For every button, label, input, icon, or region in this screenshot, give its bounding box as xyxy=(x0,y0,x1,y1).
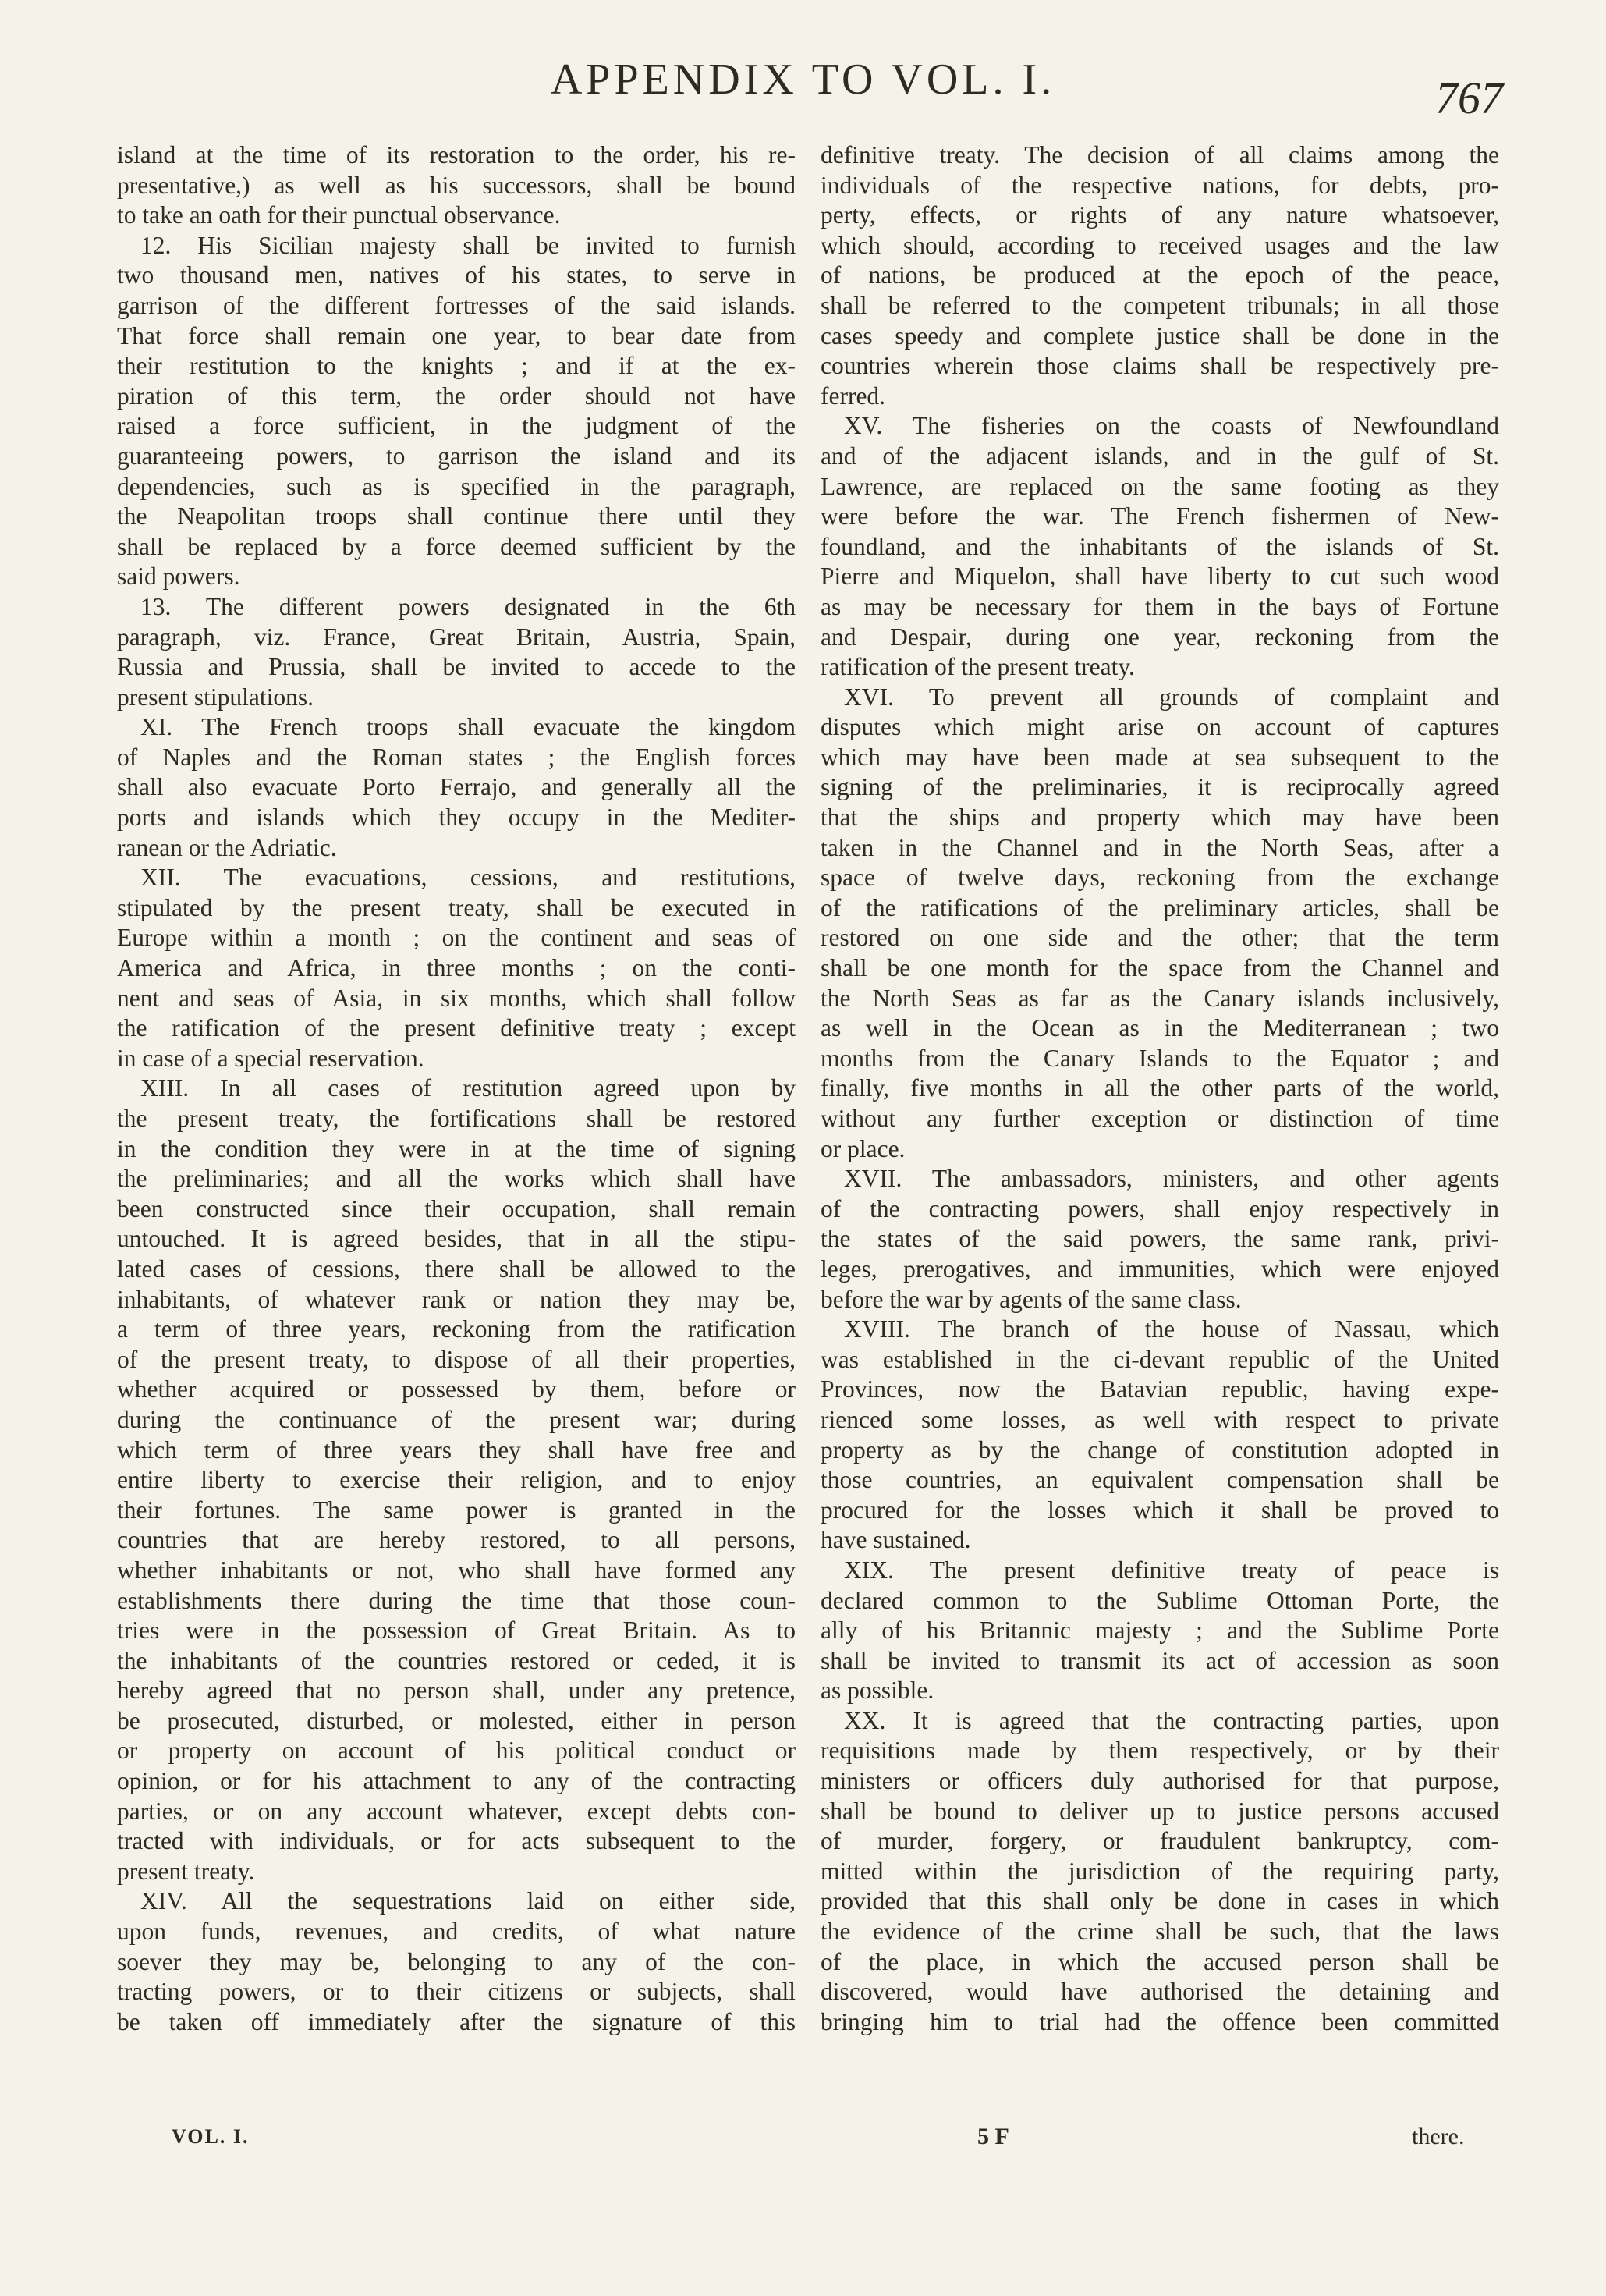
text-line: a term of three years, reckoning from the ratification xyxy=(117,1315,796,1343)
text-line: present stipulations. xyxy=(117,683,314,711)
text-line: rienced some losses, as well with respect to private xyxy=(821,1405,1499,1433)
text-line: individuals of the respective nations, for debts, pro- xyxy=(821,171,1499,199)
page-number: 767 xyxy=(1435,73,1503,123)
text-line: said powers. xyxy=(117,562,240,591)
text-line: Pierre and Miquelon, shall have liberty to cut such wood xyxy=(821,562,1499,591)
text-line: XI. The French troops shall evacuate the kingdom xyxy=(140,713,796,741)
text-line: whether acquired or possessed by them, before or xyxy=(117,1375,796,1404)
text-line: island at the time of its restoration to the order, his re- xyxy=(117,141,796,169)
text-line: XV. The fisheries on the coasts of Newfoundland xyxy=(844,412,1499,440)
text-line: shall also evacuate Porto Ferrajo, and generally all the xyxy=(117,773,796,801)
text-line: two thousand men, natives of his states, to serve in xyxy=(117,261,796,289)
text-line: shall be invited to transmit its act of accession as soon xyxy=(821,1646,1499,1674)
text-line: as well in the Ocean as in the Mediterranean ; two xyxy=(821,1014,1499,1042)
text-line: lated cases of cessions, there shall be allowed to the xyxy=(117,1254,796,1283)
text-line: leges, prerogatives, and immunities, which were enjoyed xyxy=(821,1254,1499,1283)
text-line: be taken off immediately after the signature of this xyxy=(117,2007,796,2035)
text-line: XIV. All the sequestrations laid on either side, xyxy=(140,1887,796,1915)
text-line: or place. xyxy=(821,1134,906,1162)
text-line: XVI. To prevent all grounds of complaint and xyxy=(844,683,1499,711)
text-line: guaranteeing powers, to garrison the island and its xyxy=(117,442,796,470)
text-line: have sustained. xyxy=(821,1526,971,1554)
text-line: hereby agreed that no person shall, under any pretence, xyxy=(117,1677,796,1705)
text-line: as possible. xyxy=(821,1677,934,1705)
text-line: and of the adjacent islands, and in the gulf of St. xyxy=(821,442,1499,470)
text-line: the evidence of the crime shall be such, that the laws xyxy=(821,1918,1499,1946)
text-line: XVIII. The branch of the house of Nassau, which xyxy=(844,1315,1499,1343)
text-line: been constructed since their occupation, shall remain xyxy=(117,1194,796,1223)
text-line: their fortunes. The same power is granted in the xyxy=(117,1496,796,1524)
text-line: the inhabitants of the countries restored or ceded, it is xyxy=(117,1646,796,1674)
text-line: Europe within a month ; on the continent and seas of xyxy=(117,924,796,952)
text-line: of the contracting powers, shall enjoy respectively in xyxy=(821,1194,1499,1223)
text-line: nent and seas of Asia, in six months, which shall follow xyxy=(117,984,796,1012)
text-line: perty, effects, or rights of any nature whatsoever, xyxy=(821,201,1499,229)
text-line: in the condition they were in at the time of signing xyxy=(117,1134,796,1162)
right-column xyxy=(821,140,1499,2037)
text-line: XVII. The ambassadors, ministers, and other agents xyxy=(844,1165,1499,1193)
text-line: foundland, and the inhabitants of the islands of St. xyxy=(821,532,1499,560)
text-line: upon funds, revenues, and credits, of what nature xyxy=(117,1918,796,1946)
text-line: space of twelve days, reckoning from the exchange xyxy=(821,864,1499,892)
text-line: tries were in the possession of Great Britain. As to xyxy=(117,1616,796,1645)
text-line: That force shall remain one year, to bear date from xyxy=(117,321,796,350)
text-line: Provinces, now the Batavian republic, having expe- xyxy=(821,1375,1499,1404)
text-line: property as by the change of constitution adopted in xyxy=(821,1435,1499,1464)
text-line: bringing him to trial had the offence been committed xyxy=(821,2007,1499,2035)
text-line: was established in the ci-devant republic of the United xyxy=(821,1345,1499,1373)
text-line: dependencies, such as is specified in the paragraph, xyxy=(117,472,796,500)
footer-catchword: there. xyxy=(1412,2124,1465,2149)
text-line: presentative,) as well as his successors, shall be bound xyxy=(117,171,796,199)
text-line: ranean or the Adriatic. xyxy=(117,833,337,861)
text-line: mitted within the jurisdiction of the requiring party, xyxy=(821,1857,1499,1885)
text-line: taken in the Channel and in the North Seas, after a xyxy=(821,833,1499,861)
text-line: XIX. The present definitive treaty of peace is xyxy=(844,1556,1499,1584)
text-line: of the present treaty, to dispose of all their properties, xyxy=(117,1345,796,1373)
text-line: paragraph, viz. France, Great Britain, Austria, Spain, xyxy=(117,623,796,651)
text-line: cases speedy and complete justice shall be done in the xyxy=(821,321,1499,350)
text-line: opinion, or for his attachment to any of the contracting xyxy=(117,1767,796,1795)
text-line: ally of his Britannic majesty ; and the Sublime Porte xyxy=(821,1616,1499,1645)
text-line: or property on account of his political conduct or xyxy=(117,1737,796,1765)
text-line: and Despair, during one year, reckoning from the xyxy=(821,623,1499,651)
text-line: tracted with individuals, or for acts subsequent to the xyxy=(117,1827,796,1855)
text-line: months from the Canary Islands to the Equator ; and xyxy=(821,1044,1499,1072)
text-line: without any further exception or distinction of time xyxy=(821,1105,1499,1132)
text-line: raised a force sufficient, in the judgment of the xyxy=(117,412,796,440)
text-line: of Naples and the Roman states ; the English forces xyxy=(117,743,796,771)
text-line: shall be bound to deliver up to justice persons accused xyxy=(821,1797,1499,1825)
footer-volume: VOL. I. xyxy=(172,2125,250,2148)
text-line: which should, according to received usages and the law xyxy=(821,231,1499,259)
text-line: piration of this term, the order should not have xyxy=(117,381,796,410)
text-line: 13. The different powers designated in the 6th xyxy=(140,592,796,620)
text-line: to take an oath for their punctual observance. xyxy=(117,201,561,229)
text-line: of the place, in which the accused person shall be xyxy=(821,1947,1499,1975)
text-line: countries that are hereby restored, to all persons, xyxy=(117,1526,796,1554)
text-line: declared common to the Sublime Ottoman Porte, the xyxy=(821,1586,1499,1614)
text-line: XIII. In all cases of restitution agreed upon by xyxy=(140,1074,796,1102)
text-line: were before the war. The French fishermen of New- xyxy=(821,502,1499,531)
text-line: ports and islands which they occupy in the Mediter- xyxy=(117,804,796,832)
text-line: establishments there during the time that those coun- xyxy=(117,1586,796,1614)
text-line: that the ships and property which may have been xyxy=(821,804,1499,832)
text-line: during the continuance of the present war; during xyxy=(117,1405,796,1433)
text-line: definitive treaty. The decision of all claims among the xyxy=(821,141,1499,169)
text-line: provided that this shall only be done in cases in which xyxy=(821,1887,1499,1915)
text-line: XX. It is agreed that the contracting parties, upon xyxy=(844,1706,1499,1734)
running-head: APPENDIX TO VOL. I. xyxy=(550,55,1056,104)
text-line: signing of the preliminaries, it is reciprocally agreed xyxy=(821,773,1499,801)
text-line: XII. The evacuations, cessions, and restitutions, xyxy=(140,864,796,892)
text-line: stipulated by the present treaty, shall be executed in xyxy=(117,893,796,921)
text-line: restored on one side and the other; that the term xyxy=(821,924,1499,952)
text-line: Russia and Prussia, shall be invited to accede to the xyxy=(117,653,796,681)
text-line: their restitution to the knights ; and if at the ex- xyxy=(117,352,796,380)
text-line: shall be one month for the space from the Channel and xyxy=(821,954,1499,982)
footer-signature: 5 F xyxy=(977,2124,1009,2149)
text-line: ferred. xyxy=(821,381,886,410)
text-line: of murder, forgery, or fraudulent bankruptcy, com- xyxy=(821,1827,1499,1855)
text-line: entire liberty to exercise their religion, and to enjoy xyxy=(117,1466,796,1494)
text-line: tracting powers, or to their citizens or subjects, shall xyxy=(117,1978,796,2006)
text-line: those countries, an equivalent compensation shall be xyxy=(821,1466,1499,1494)
text-line: inhabitants, of whatever rank or nation they may be, xyxy=(117,1285,796,1313)
text-line: which may have been made at sea subsequent to the xyxy=(821,743,1499,771)
left-column xyxy=(117,140,796,2037)
text-line: the Neapolitan troops shall continue there until they xyxy=(117,502,796,531)
text-line: discovered, would have authorised the detaining and xyxy=(821,1978,1499,2006)
text-line: ratification of the present treaty. xyxy=(821,653,1135,681)
text-line: before the war by agents of the same class. xyxy=(821,1285,1242,1313)
text-line: the preliminaries; and all the works which shall have xyxy=(117,1165,796,1193)
text-line: present treaty. xyxy=(117,1857,255,1885)
text-line: disputes which might arise on account of captures xyxy=(821,713,1499,741)
text-line: in case of a special reservation. xyxy=(117,1044,424,1072)
text-line: parties, or on any account whatever, except debts con- xyxy=(117,1797,796,1825)
text-line: soever they may be, belonging to any of the con- xyxy=(117,1947,796,1975)
text-line: the North Seas as far as the Canary islands inclusively, xyxy=(821,984,1499,1012)
text-line: whether inhabitants or not, who shall have formed any xyxy=(117,1556,796,1584)
text-line: countries wherein those claims shall be respectively pre- xyxy=(821,352,1499,380)
text-line: 12. His Sicilian majesty shall be invited to furnish xyxy=(140,231,796,259)
text-line: shall be replaced by a force deemed sufficient by the xyxy=(117,532,796,560)
text-line: garrison of the different fortresses of the said islands. xyxy=(117,291,796,319)
text-line: finally, five months in all the other parts of the world, xyxy=(821,1074,1499,1102)
text-line: the states of the said powers, the same rank, privi- xyxy=(821,1225,1499,1253)
text-line: of the ratifications of the preliminary articles, shall be xyxy=(821,893,1499,921)
text-line: be prosecuted, disturbed, or molested, either in person xyxy=(117,1706,796,1734)
text-line: ministers or officers duly authorised for that purpose, xyxy=(821,1767,1499,1795)
text-line: shall be referred to the competent tribunals; in all those xyxy=(821,291,1499,319)
text-line: procured for the losses which it shall be proved to xyxy=(821,1496,1499,1524)
text-line: America and Africa, in three months ; on the conti- xyxy=(117,954,796,982)
text-line: which term of three years they shall have free and xyxy=(117,1435,796,1464)
text-line: Lawrence, are replaced on the same footing as they xyxy=(821,472,1499,500)
text-line: requisitions made by them respectively, or by their xyxy=(821,1737,1499,1765)
text-line: the present treaty, the fortifications shall be restored xyxy=(117,1105,796,1132)
text-line: as may be necessary for them in the bays of Fortune xyxy=(821,592,1499,620)
text-line: of nations, be produced at the epoch of the peace, xyxy=(821,261,1499,289)
text-line: untouched. It is agreed besides, that in all the stipu- xyxy=(117,1225,796,1253)
text-line: the ratification of the present definitive treaty ; except xyxy=(117,1014,796,1042)
